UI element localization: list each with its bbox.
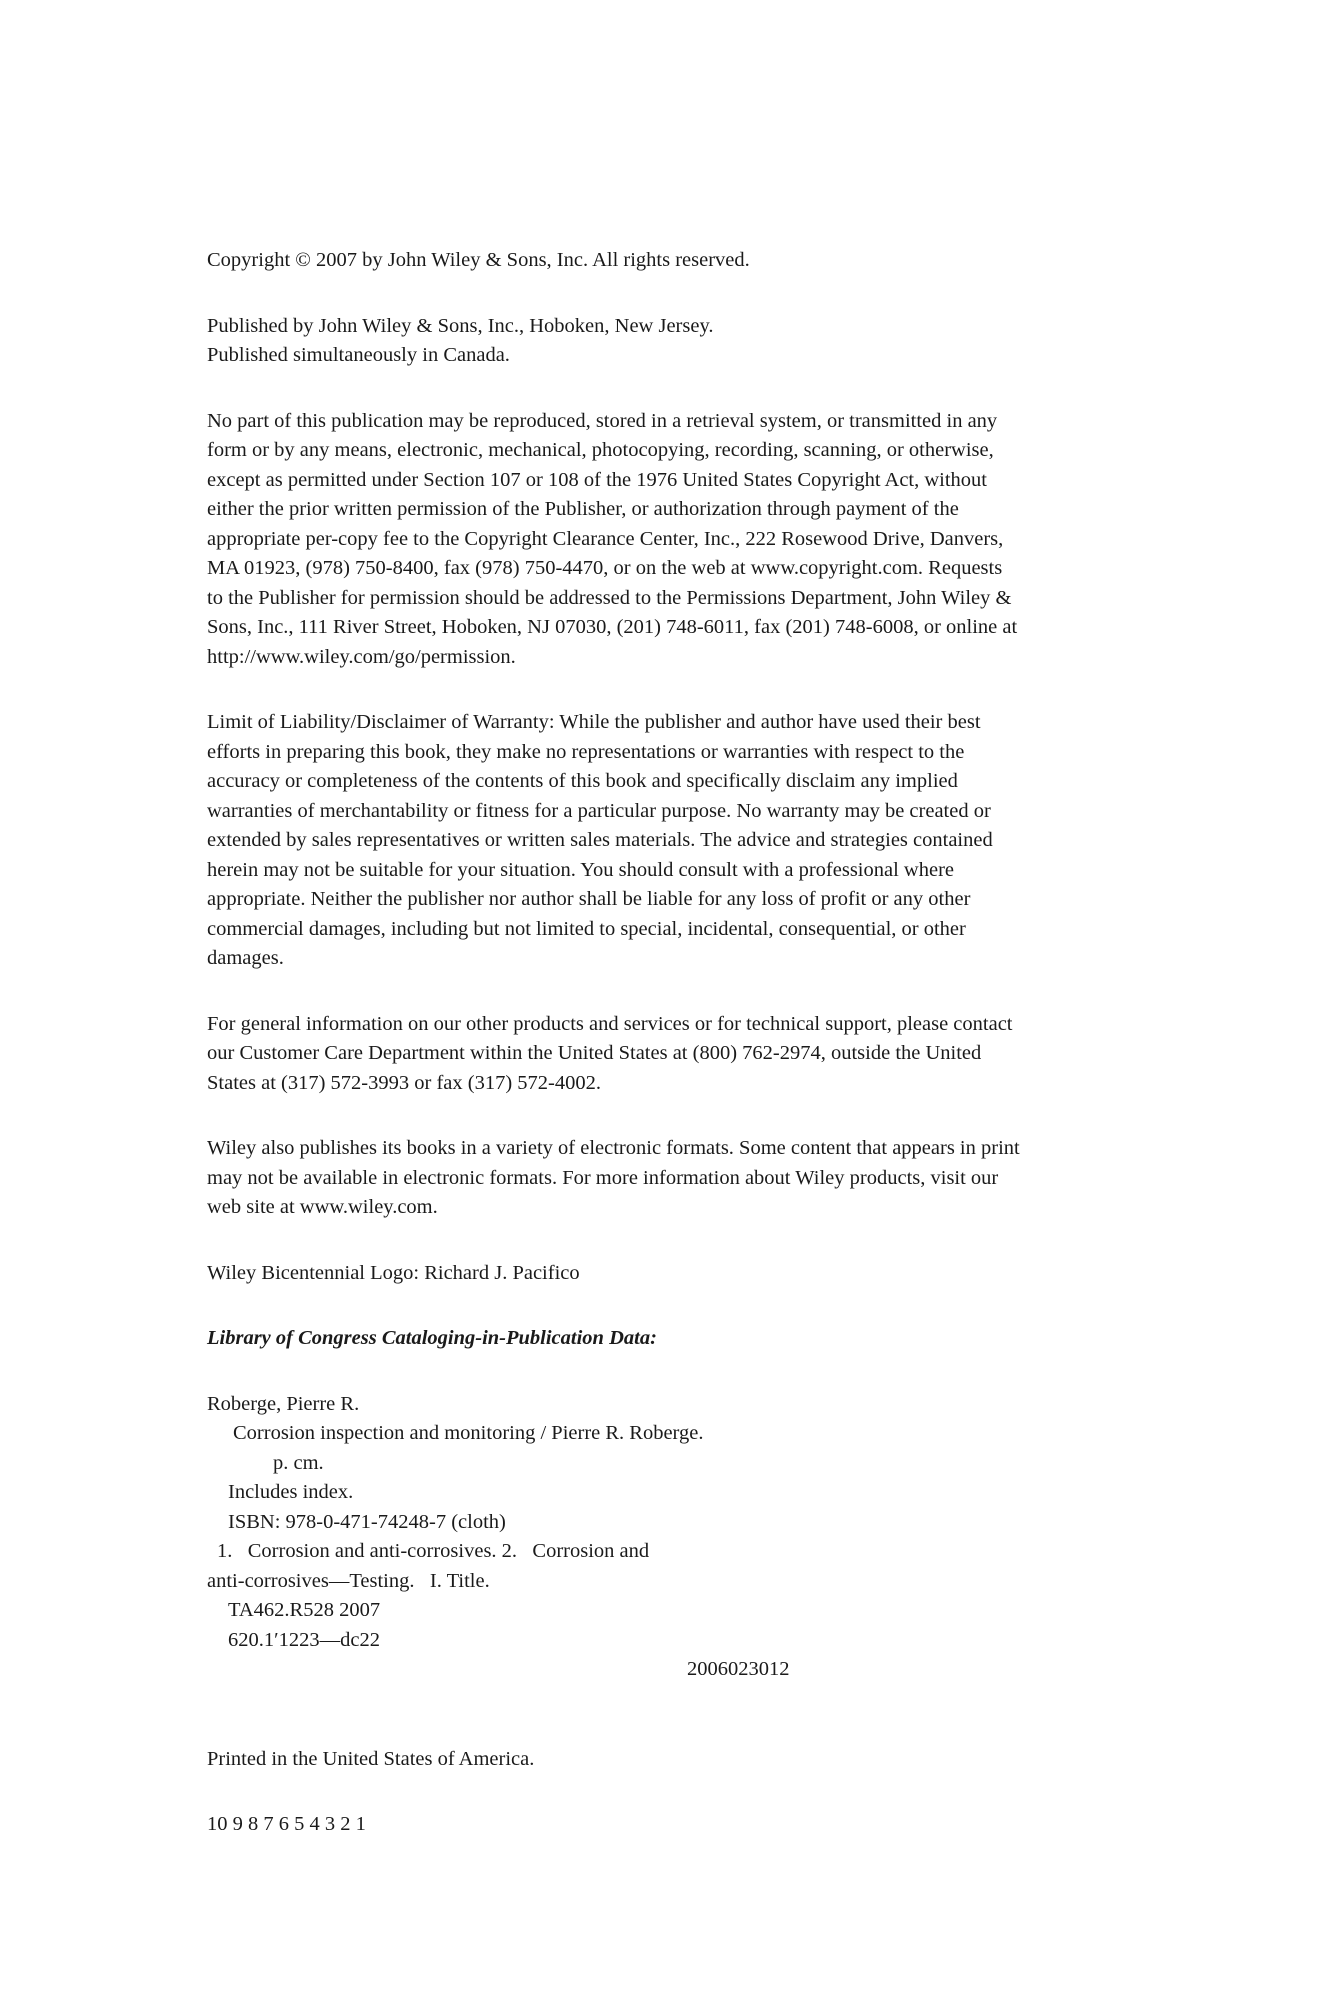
- permissions-line: either the prior written permission of the Publisher, or authorization through payment of the: [207, 498, 959, 520]
- electronic-formats-line: Wiley also publishes its books in a variety of electronic formats. Some content that appears in print: [207, 1137, 1020, 1159]
- disclaimer-line: damages.: [207, 947, 284, 969]
- permissions-line: http://www.wiley.com/go/permission.: [207, 645, 516, 668]
- permissions-line: Sons, Inc., 111 River Street, Hoboken, NJ 07030, (201) 748-6011, fax (201) 748-6008, or online at: [207, 616, 1018, 638]
- cip-subjects: 1. Corrosion and anti-corrosives. 2. Corrosion and: [217, 1540, 650, 1562]
- cip-dewey: 620.1′1223—dc22: [228, 1628, 380, 1651]
- printing-line: [207, 1810, 1217, 1840]
- copyright-page: [207, 246, 1217, 1876]
- disclaimer-line: extended by sales representatives or written sales materials. The advice and strategies contained: [207, 829, 993, 851]
- cip-heading: Library of Congress Cataloging-in-Publication Data:: [207, 1327, 657, 1349]
- printed-in: [207, 1745, 1217, 1775]
- general-info-line: For general information on our other products and services or for technical support, please contact: [207, 1012, 1013, 1035]
- permissions-paragraph: [207, 407, 1217, 673]
- permissions-line: appropriate per-copy fee to the Copyright Clearance Center, Inc., 222 Rosewood Drive, Danvers,: [207, 527, 1004, 550]
- general-info-line: our Customer Care Department within the United States at (800) 762-2974, outside the United: [207, 1042, 982, 1064]
- logo-credit-line: Wiley Bicentennial Logo: Richard J. Pacifico: [207, 1261, 580, 1284]
- disclaimer-line: warranties of merchantability or fitness for a particular purpose. No warranty may be created or: [207, 799, 991, 822]
- disclaimer-line: commercial damages, including but not limited to special, incidental, consequential, or other: [207, 917, 966, 940]
- published-line: Published simultaneously in Canada.: [207, 344, 510, 366]
- disclaimer-line: herein may not be suitable for your situation. You should consult with a professional where: [207, 858, 954, 881]
- published-line: Published by John Wiley & Sons, Inc., Hoboken, New Jersey.: [207, 314, 714, 337]
- electronic-formats-paragraph: [207, 1134, 1217, 1223]
- cip-author: Roberge, Pierre R.: [207, 1392, 360, 1415]
- cip-index: Includes index.: [228, 1481, 354, 1503]
- electronic-formats-line: web site at www.wiley.com.: [207, 1196, 438, 1218]
- electronic-formats-line: may not be available in electronic formats. For more information about Wiley products, visit our: [207, 1166, 999, 1189]
- copyright-line: Copyright © 2007 by John Wiley & Sons, Inc. All rights reserved.: [207, 249, 750, 271]
- disclaimer-paragraph: [207, 708, 1217, 974]
- cip-lc-class: TA462.R528 2007: [228, 1599, 381, 1621]
- publisher-info: [207, 312, 1217, 371]
- permissions-line: MA 01923, (978) 750-8400, fax (978) 750-4470, or on the web at www.copyright.com. Requests: [207, 557, 1003, 579]
- printing-numbers: 10 9 8 7 6 5 4 3 2 1: [207, 1813, 366, 1835]
- disclaimer-line: appropriate. Neither the publisher nor author shall be liable for any loss of profit or any other: [207, 888, 971, 910]
- copyright-notice: [207, 246, 1217, 276]
- cip-isbn: ISBN: 978-0-471-74248-7 (cloth): [228, 1510, 506, 1533]
- cip-record: [207, 1390, 1217, 1685]
- cip-pages: p. cm.: [273, 1451, 324, 1474]
- disclaimer-line: accuracy or completeness of the contents of this book and specifically disclaim any implied: [207, 770, 958, 792]
- permissions-line: except as permitted under Section 107 or 108 of the 1976 United States Copyright Act, without: [207, 468, 988, 491]
- disclaimer-line: efforts in preparing this book, they make no representations or warranties with respect to the: [207, 740, 965, 763]
- disclaimer-line: Limit of Liability/Disclaimer of Warranty: While the publisher and author have used their best: [207, 711, 981, 733]
- general-info-paragraph: [207, 1010, 1217, 1099]
- general-info-line: States at (317) 572-3993 or fax (317) 572-4002.: [207, 1071, 601, 1094]
- permissions-line: to the Publisher for permission should be addressed to the Permissions Department, John Wiley &: [207, 586, 1012, 609]
- cip-title: Corrosion inspection and monitoring / Pierre R. Roberge.: [233, 1422, 704, 1444]
- cip-subjects: anti-corrosives—Testing. I. Title.: [207, 1569, 490, 1592]
- logo-credit: [207, 1259, 1217, 1289]
- permissions-line: No part of this publication may be reproduced, stored in a retrieval system, or transmitted in any: [207, 409, 998, 432]
- cip-lccn: 2006023012: [687, 1658, 790, 1680]
- printed-line: Printed in the United States of America.: [207, 1747, 535, 1770]
- permissions-line: form or by any means, electronic, mechanical, photocopying, recording, scanning, or otherwise,: [207, 439, 994, 461]
